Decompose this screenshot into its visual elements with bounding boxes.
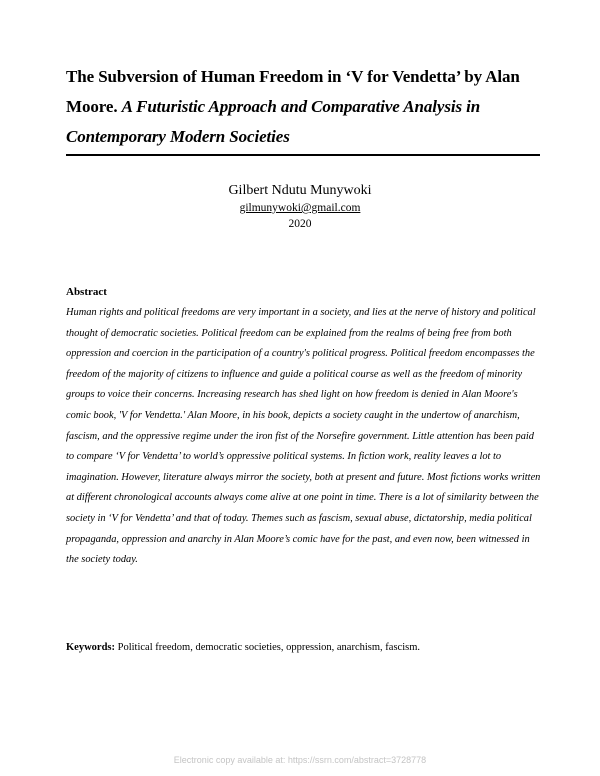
author-email[interactable]: gilmunywoki@gmail.com xyxy=(239,202,361,214)
title-divider xyxy=(66,154,540,156)
title-main: The Subversion of Human Freedom in ‘V for Vendetta’ by Alan Moore. xyxy=(66,67,520,116)
abstract-body: Human rights and political freedoms are very important in a society, and lies at the nerve of history and political thought of democratic societies. Political freedom can be explained from the realms of being free from both oppression and coercion in the participation of a country's political progress. Political freedom encompasses the freedom of the majority of citizens to influence and guide a political course as well as the freedom of minority groups to voice their concerns. Increasing research has shed light on how freedom is denied in Alan Moore's comic book, 'V for Vendetta.' Alan Moore, in his book, depicts a society caught in the undertow of anarchism, fascism, and the oppressive regime under the iron fist of the Norsefire government. Little attention has been paid to compare ‘V for Vendetta’ to world’s oppressive political systems. In fiction work, reality leaves a lot to imagination. However, literature always mirror the society, both at present and future. Most fictions works written at different chronological accounts always come alive at one point in time. There is a lot of similarity between the society in ‘V for Vendetta’ and that of today. Themes such as fascism, sexual abuse, dictatorship, media political propaganda, oppression and anarchy in Alan Moore’s comic have for the past, and even now, been witnessed in the society today. xyxy=(66,307,541,566)
keywords-label: Keywords: xyxy=(66,642,115,653)
keywords-text: Political freedom, democratic societies, oppression, anarchism, fascism. xyxy=(117,642,420,653)
author-name: Gilbert Ndutu Munywoki xyxy=(228,183,372,198)
ssrn-footer: Electronic copy available at: https://ssrn.com/abstract=3728778 xyxy=(173,755,427,765)
publication-year: 2020 xyxy=(288,218,312,230)
author-block xyxy=(0,181,600,232)
title-subtitle: A Futuristic Approach and Comparative Analysis in Contemporary Modern Societies xyxy=(66,97,481,146)
abstract-heading: Abstract xyxy=(66,286,107,298)
keywords xyxy=(66,640,544,656)
paper-title xyxy=(66,62,544,152)
